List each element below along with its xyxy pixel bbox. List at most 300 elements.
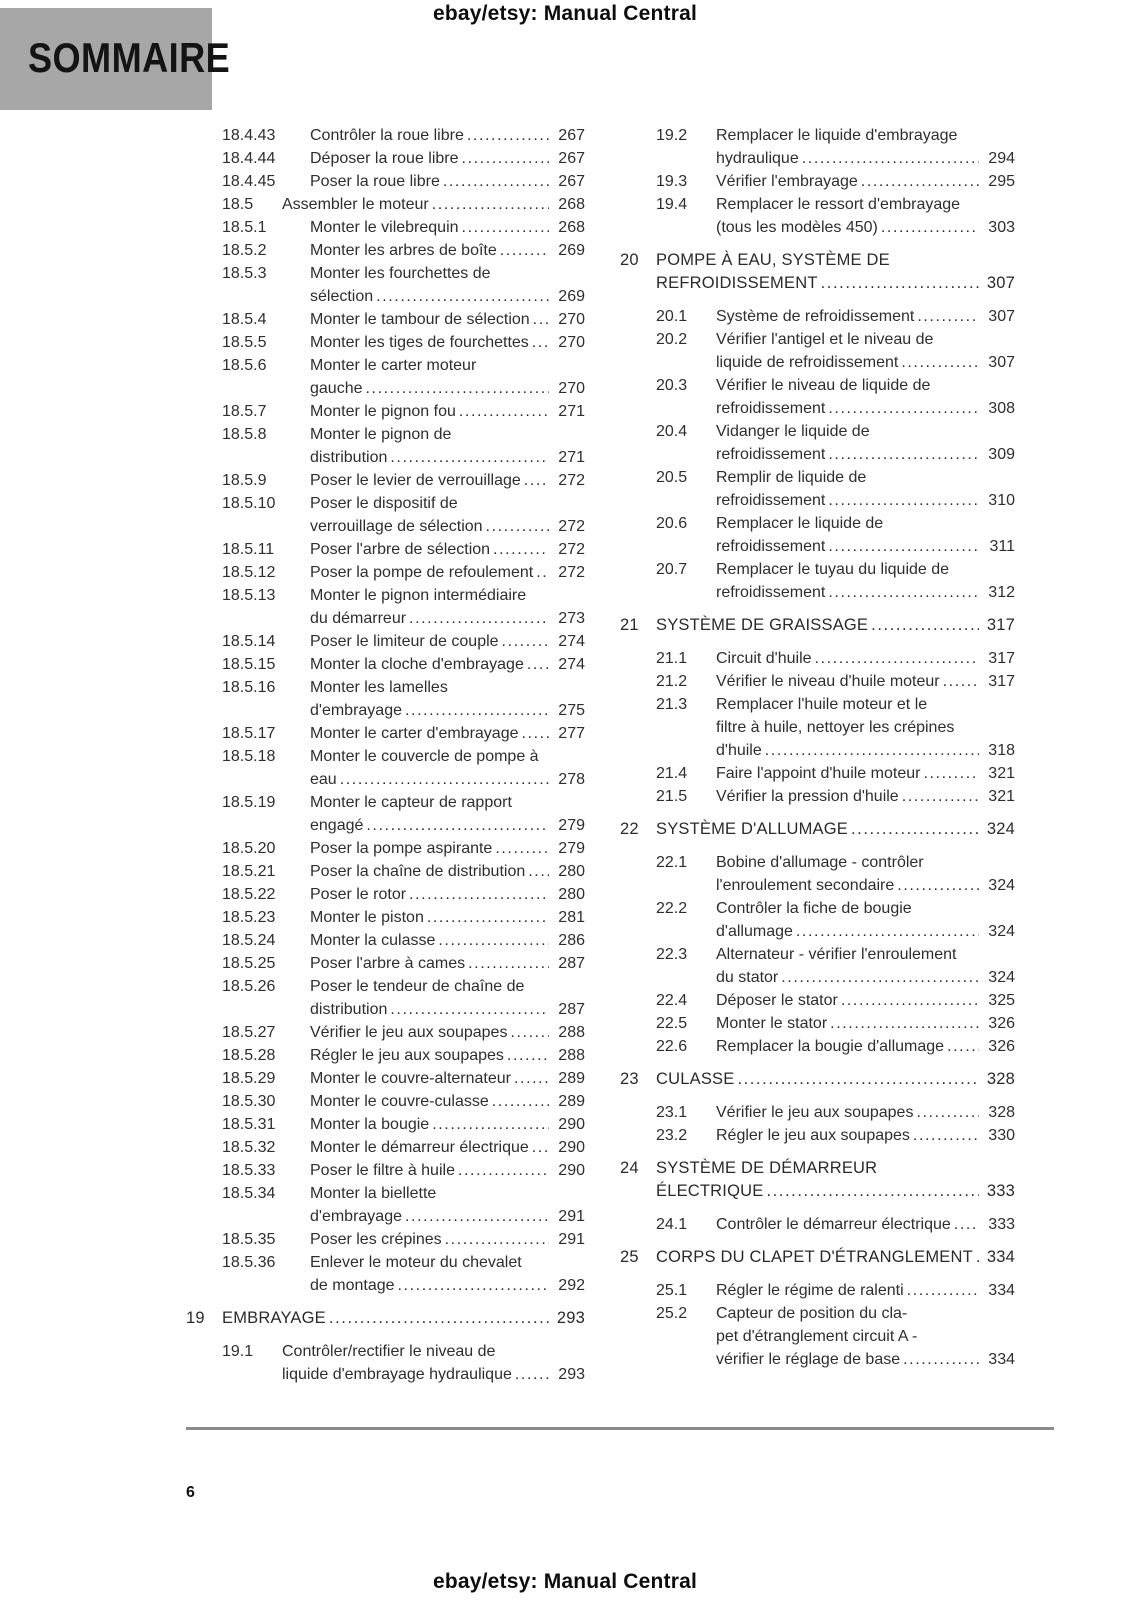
dot-leader (405, 1205, 549, 1228)
entry-title-line: Poser la pompe de refoulement (310, 564, 534, 581)
section-number: 18.4.43 (222, 127, 276, 144)
dot-leader (828, 397, 979, 420)
page-ref: 269 (558, 288, 585, 305)
dot-leader (902, 785, 979, 808)
entry-title-line: Poser le levier de verrouillage (310, 472, 521, 489)
dot-leader (881, 216, 979, 239)
page-ref: 290 (558, 1116, 585, 1133)
entry-title-line: Monter la culasse (310, 932, 436, 949)
section-number: 18.5.30 (222, 1093, 276, 1110)
page-ref: 273 (558, 610, 585, 627)
page-ref: 317 (988, 650, 1015, 667)
page-ref: 274 (558, 633, 585, 650)
page-ref: 286 (558, 932, 585, 949)
dot-leader (901, 351, 979, 374)
entry-title-line: Déposer le stator (716, 992, 838, 1009)
dot-leader (828, 535, 979, 558)
entry-title-line: Poser le filtre à huile (310, 1162, 455, 1179)
toc-entry (186, 492, 585, 538)
page-ref: 307 (988, 354, 1015, 371)
dot-leader (947, 1035, 979, 1058)
page-ref: 288 (558, 1047, 585, 1064)
section-number: 19.3 (656, 173, 688, 190)
section-number: 18.5.11 (222, 541, 275, 558)
entry-title-line: Système de refroidissement (716, 308, 915, 325)
toc-entry (186, 1182, 585, 1228)
section-number: 23.1 (656, 1104, 688, 1121)
toc-entry (186, 538, 585, 561)
entry-title-line: Vérifier le niveau de liquide de (716, 377, 931, 394)
entry-title-line: Enlever le moteur du chevalet (310, 1254, 522, 1271)
toc-entry (620, 785, 1015, 808)
dot-leader (796, 920, 979, 943)
toc-entry (186, 952, 585, 975)
entry-title-line: Remplir de liquide de (716, 469, 867, 486)
toc-entry (186, 676, 585, 722)
page-ref: 291 (558, 1231, 585, 1248)
toc-entry (186, 170, 585, 193)
entry-title-line: Contrôler/rectifier le niveau de (282, 1343, 496, 1360)
section-number: 18.5 (222, 196, 254, 213)
section-number: 18.5.5 (222, 334, 267, 351)
entry-title-line: Monter la cloche d'embrayage (310, 656, 524, 673)
page-ref: 328 (988, 1104, 1015, 1121)
entry-title-line: filtre à huile, nettoyer les crépines (716, 719, 955, 736)
toc-entry (186, 584, 585, 630)
toc-entry (186, 308, 585, 331)
dot-leader (329, 1307, 549, 1330)
entry-title-line: Poser le dispositif de (310, 495, 458, 512)
page-ref: 333 (986, 1182, 1015, 1200)
page-ref: 279 (558, 817, 585, 834)
entry-title-line: EMBRAYAGE (222, 1309, 326, 1327)
entry-title-line: eau (310, 771, 337, 788)
page-ref: 321 (988, 788, 1015, 805)
entry-title-line: Remplacer le liquide de (716, 515, 884, 532)
dot-leader (954, 1213, 979, 1236)
entry-title-line: Vérifier le jeu aux soupapes (716, 1104, 914, 1121)
entry-title-line: refroidissement (716, 492, 826, 509)
entry-title-line: Faire l'appoint d'huile moteur (716, 765, 921, 782)
page-ref: 295 (988, 173, 1015, 190)
toc-entry (620, 897, 1015, 943)
section-number: 18.4.45 (222, 173, 276, 190)
dot-leader (507, 1044, 549, 1067)
dot-leader (390, 998, 549, 1021)
section-number: 19.4 (656, 196, 688, 213)
page-ref: 308 (988, 400, 1015, 417)
toc-entry (186, 1067, 585, 1090)
entry-title-line: Alternateur - vérifier l'enroulement (716, 946, 957, 963)
toc-entry (620, 124, 1015, 170)
entry-title-line: sélection (310, 288, 374, 305)
toc-entry (620, 558, 1015, 604)
section-number: 20.3 (656, 377, 688, 394)
toc-entry (620, 670, 1015, 693)
entry-title-line: Vérifier le niveau d'huile moteur (716, 673, 940, 690)
section-number: 18.5.34 (222, 1185, 276, 1202)
entry-title-line: refroidissement (716, 538, 826, 555)
toc-entry (620, 512, 1015, 558)
toc-entry (186, 791, 585, 837)
toc-entry (620, 374, 1015, 420)
entry-title-line: liquide d'embrayage hydraulique (282, 1366, 512, 1383)
page-ref: 279 (558, 840, 585, 857)
section-number: 18.5.8 (222, 426, 267, 443)
section-number: 24 (620, 1159, 639, 1177)
section-number: 20 (620, 251, 639, 269)
dot-leader (390, 446, 549, 469)
section-number: 23.2 (656, 1127, 688, 1144)
toc-chapter (620, 614, 1015, 637)
dot-leader (765, 739, 979, 762)
entry-title-line: Régler le régime de ralenti (716, 1282, 904, 1299)
toc-entry (186, 239, 585, 262)
section-number: 18.5.29 (222, 1070, 276, 1087)
toc-entry (620, 1124, 1015, 1147)
page-ref: 289 (558, 1070, 585, 1087)
section-number: 18.5.35 (222, 1231, 276, 1248)
dot-leader (409, 607, 549, 630)
section-number: 19.2 (656, 127, 688, 144)
page-ref: 272 (558, 472, 585, 489)
section-number: 20.7 (656, 561, 688, 578)
page-ref: 291 (558, 1208, 585, 1225)
page-ref: 272 (558, 564, 585, 581)
entry-title-line: CULASSE (656, 1070, 735, 1088)
dot-leader (737, 1068, 979, 1091)
entry-title-line: Déposer la roue libre (310, 150, 459, 167)
toc-entry (186, 653, 585, 676)
dot-leader (492, 1090, 549, 1113)
entry-title-line: Vérifier la pression d'huile (716, 788, 899, 805)
entry-title-line: vérifier le réglage de base (716, 1351, 901, 1368)
page-ref: 271 (558, 449, 585, 466)
dot-leader (438, 929, 549, 952)
section-number: 25 (620, 1248, 639, 1266)
page-ref: 312 (988, 584, 1015, 601)
page-ref: 321 (988, 765, 1015, 782)
dot-leader (500, 239, 549, 262)
entry-title-line: Poser la pompe aspirante (310, 840, 493, 857)
entry-title-line: Monter le couvercle de pompe à (310, 748, 539, 765)
entry-title-line: Vérifier l'antigel et le niveau de (716, 331, 934, 348)
toc-chapter (620, 249, 1015, 295)
page-ref: 293 (558, 1366, 585, 1383)
page-ref: 270 (558, 334, 585, 351)
entry-title-line: distribution (310, 449, 388, 466)
dot-leader (907, 1279, 979, 1302)
toc-entry (186, 469, 585, 492)
entry-title-line: Assembler le moteur (282, 196, 429, 213)
toc-entry (620, 170, 1015, 193)
dot-leader (405, 699, 549, 722)
dot-leader (830, 1012, 979, 1035)
page-ref: 270 (558, 311, 585, 328)
dot-leader (366, 814, 549, 837)
toc-chapter (186, 1307, 585, 1330)
section-number: 22.5 (656, 1015, 688, 1032)
entry-title-line: refroidissement (716, 584, 826, 601)
section-number: 18.5.33 (222, 1162, 276, 1179)
dot-leader (802, 147, 979, 170)
dot-leader (340, 768, 549, 791)
entry-title-line: d'embrayage (310, 702, 402, 719)
dot-leader (861, 170, 979, 193)
entry-title-line: Remplacer le ressort d'embrayage (716, 196, 961, 213)
section-number: 18.5.20 (222, 840, 276, 857)
page-ref: 324 (988, 877, 1015, 894)
page-ref: 326 (988, 1038, 1015, 1055)
toc-entry (186, 1136, 585, 1159)
toc-entry (620, 943, 1015, 989)
entry-title-line: Monter le carter d'embrayage (310, 725, 519, 742)
entry-title-line: de montage (310, 1277, 395, 1294)
section-number: 18.5.23 (222, 909, 276, 926)
entry-title-line: Monter la biellette (310, 1185, 437, 1202)
dot-leader (815, 647, 979, 670)
page-ref: 290 (558, 1139, 585, 1156)
entry-title-line: Monter le pignon intermédiaire (310, 587, 527, 604)
dot-leader (871, 614, 979, 637)
section-number: 18.5.1 (222, 219, 267, 236)
page-ref: 269 (558, 242, 585, 259)
toc-column-right (620, 124, 1015, 1371)
entry-title-line: refroidissement (716, 446, 826, 463)
page-ref: 272 (558, 541, 585, 558)
dot-leader (851, 818, 979, 841)
section-number: 20.1 (656, 308, 688, 325)
section-number: 18.4.44 (222, 150, 276, 167)
toc-entry (186, 124, 585, 147)
section-number: 21 (620, 616, 639, 634)
toc-entry (620, 328, 1015, 374)
page-title: SOMMAIRE (28, 34, 231, 82)
page-ref: 324 (986, 820, 1015, 838)
toc-entry (620, 851, 1015, 897)
page-ref: 303 (988, 219, 1015, 236)
toc-chapter (620, 818, 1015, 841)
section-number: 21.1 (656, 650, 688, 667)
entry-title-line: SYSTÈME D'ALLUMAGE (656, 820, 848, 838)
entry-title-line: Remplacer la bougie d'allumage (716, 1038, 945, 1055)
toc-entry (186, 1090, 585, 1113)
page-ref: 288 (558, 1024, 585, 1041)
section-number: 18.5.25 (222, 955, 276, 972)
dot-leader (532, 331, 549, 354)
entry-title-line: ÉLECTRIQUE (656, 1182, 764, 1200)
footer-divider (186, 1427, 1054, 1430)
section-number: 18.5.24 (222, 932, 276, 949)
entry-title-line: Vérifier le jeu aux soupapes (310, 1024, 508, 1041)
page-ref: 334 (986, 1248, 1015, 1266)
section-number: 25.2 (656, 1305, 688, 1322)
entry-title-line: Monter le capteur de rapport (310, 794, 512, 811)
entry-title-line: Monter le tambour de sélection (310, 311, 530, 328)
footer-title: ebay/etsy: Manual Central (432, 1570, 698, 1593)
dot-leader (486, 515, 549, 538)
entry-title-line: distribution (310, 1001, 388, 1018)
entry-title-line: SYSTÈME DE DÉMARREUR (656, 1159, 878, 1177)
toc-entry (186, 1113, 585, 1136)
toc-entry (620, 466, 1015, 512)
dot-leader (459, 400, 549, 423)
dot-leader (510, 1021, 549, 1044)
section-number: 22 (620, 820, 639, 838)
entry-title-line: Poser le rotor (310, 886, 407, 903)
toc-entry (620, 1101, 1015, 1124)
toc-entry (620, 989, 1015, 1012)
section-number: 18.5.7 (222, 403, 267, 420)
dot-leader (443, 170, 549, 193)
toc-entry (186, 1021, 585, 1044)
page-ref: 278 (558, 771, 585, 788)
entry-title-line: Monter le piston (310, 909, 424, 926)
entry-title-line: Monter les fourchettes de (310, 265, 491, 282)
dot-leader (533, 308, 549, 331)
toc-entry (620, 693, 1015, 762)
entry-title-line: d'embrayage (310, 1208, 402, 1225)
entry-title-line: Monter les arbres de boîte (310, 242, 497, 259)
section-number: 18.5.9 (222, 472, 267, 489)
dot-leader (536, 561, 549, 584)
dot-leader (467, 124, 549, 147)
section-number: 18.5.15 (222, 656, 276, 673)
toc-chapter (620, 1068, 1015, 1091)
page-ref: 293 (556, 1309, 585, 1327)
entry-title-line: Bobine d'allumage - contrôler (716, 854, 924, 871)
dot-leader (502, 630, 549, 653)
section-number: 19.1 (222, 1343, 254, 1360)
section-number: 18.5.19 (222, 794, 276, 811)
page-ref: 277 (558, 725, 585, 742)
dot-leader (514, 1067, 549, 1090)
entry-title-line: du stator (716, 969, 779, 986)
entry-title-line: Poser le tendeur de chaîne de (310, 978, 525, 995)
toc-entry (620, 647, 1015, 670)
page-ref: 334 (988, 1282, 1015, 1299)
toc-entry (186, 216, 585, 239)
section-number: 18.5.28 (222, 1047, 276, 1064)
page-ref: 272 (558, 518, 585, 535)
section-number: 22.1 (656, 854, 688, 871)
section-number: 21.3 (656, 696, 688, 713)
page-ref: 292 (558, 1277, 585, 1294)
toc-entry (186, 860, 585, 883)
entry-title-line: Poser l'arbre de sélection (310, 541, 491, 558)
section-number: 22.6 (656, 1038, 688, 1055)
toc-entry (186, 883, 585, 906)
entry-title-line: Remplacer le tuyau du liquide de (716, 561, 950, 578)
entry-title-line: Circuit d'huile (716, 650, 812, 667)
section-number: 18.5.36 (222, 1254, 276, 1271)
entry-title-line: pet d'étranglement circuit A - (716, 1328, 918, 1345)
toc-entry (186, 561, 585, 584)
toc-entry (620, 420, 1015, 466)
entry-title-line: Poser la roue libre (310, 173, 440, 190)
page-ref: 287 (558, 1001, 585, 1018)
toc-entry (186, 1159, 585, 1182)
section-number: 18.5.17 (222, 725, 276, 742)
section-number: 18.5.32 (222, 1139, 276, 1156)
dot-leader (528, 860, 549, 883)
section-number: 21.5 (656, 788, 688, 805)
sommaire-banner (0, 8, 231, 110)
entry-title-line: Contrôler le démarreur électrique (716, 1216, 951, 1233)
toc-entry (186, 423, 585, 469)
toc-entry (620, 305, 1015, 328)
section-number: 18.5.27 (222, 1024, 276, 1041)
dot-leader (409, 883, 549, 906)
dot-leader (917, 305, 979, 328)
toc-entry (186, 400, 585, 423)
page-ref: 317 (988, 673, 1015, 690)
dot-leader (445, 1228, 549, 1251)
toc-chapter (620, 1246, 1015, 1269)
entry-title-line: Régler le jeu aux soupapes (716, 1127, 910, 1144)
entry-title-line: liquide de refroidissement (716, 354, 899, 371)
page-ref: 324 (988, 923, 1015, 940)
page-ref: 268 (558, 219, 585, 236)
dot-leader (976, 1246, 979, 1269)
dot-leader (943, 670, 979, 693)
toc-entry (186, 331, 585, 354)
dot-leader (515, 1363, 549, 1386)
entry-title-line: CORPS DU CLAPET D'ÉTRANGLEMENT (656, 1248, 973, 1266)
entry-title-line: Monter le couvre-culasse (310, 1093, 489, 1110)
toc-entry (620, 1279, 1015, 1302)
section-number: 20.5 (656, 469, 688, 486)
dot-leader (432, 193, 549, 216)
entry-title-line: POMPE À EAU, SYSTÈME DE (656, 251, 890, 269)
entry-title-line: Poser les crépines (310, 1231, 442, 1248)
page-ref: 289 (558, 1093, 585, 1110)
page-ref: 280 (558, 886, 585, 903)
dot-leader (903, 1348, 979, 1371)
section-number: 22.3 (656, 946, 688, 963)
page-ref: 268 (558, 196, 585, 213)
page-ref: 290 (558, 1162, 585, 1179)
section-number: 24.1 (656, 1216, 688, 1233)
section-number: 18.5.31 (222, 1116, 276, 1133)
entry-title-line: l'enroulement secondaire (716, 877, 895, 894)
toc-entry (186, 745, 585, 791)
section-number: 18.5.12 (222, 564, 276, 581)
dot-leader (913, 1124, 979, 1147)
page-ref: 311 (989, 538, 1015, 555)
section-number: 20.6 (656, 515, 688, 532)
toc-entry (620, 1012, 1015, 1035)
dot-leader (897, 874, 979, 897)
dot-leader (493, 538, 549, 561)
page-ref: 294 (988, 150, 1015, 167)
page-ref: 325 (988, 992, 1015, 1009)
header-title: ebay/etsy: Manual Central (432, 2, 698, 25)
entry-title-line: Remplacer le liquide d'embrayage (716, 127, 958, 144)
section-number: 18.5.21 (222, 863, 276, 880)
section-number: 18.5.18 (222, 748, 276, 765)
toc-entry (620, 1302, 1015, 1371)
toc-entry (186, 1044, 585, 1067)
page-ref: 287 (558, 955, 585, 972)
footer-page-number: 6 (186, 1484, 195, 1501)
page-ref: 267 (558, 127, 585, 144)
dot-leader (828, 489, 979, 512)
entry-title-line: REFROIDISSEMENT (656, 274, 818, 292)
page-ref: 334 (988, 1351, 1015, 1368)
entry-title-line: Monter les lamelles (310, 679, 448, 696)
entry-title-line: Vidanger le liquide de (716, 423, 870, 440)
